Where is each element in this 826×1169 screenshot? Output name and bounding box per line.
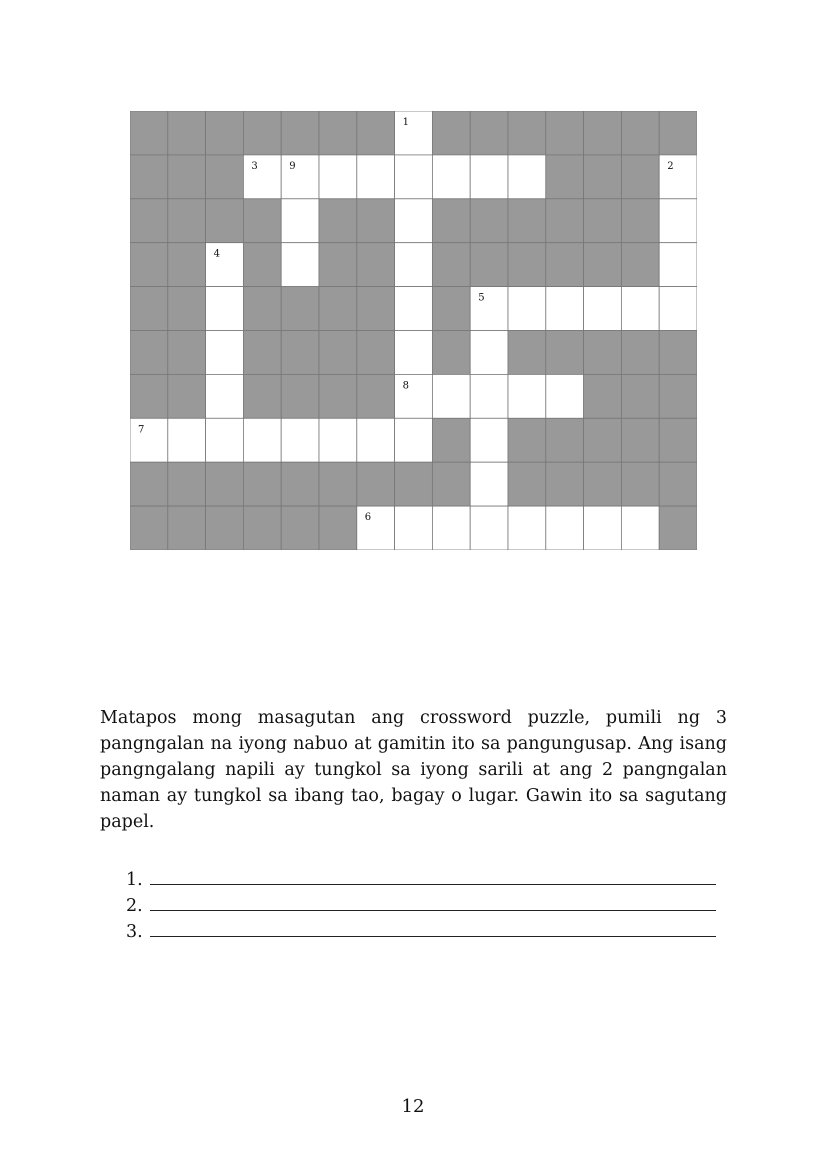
blocked-cell <box>546 111 584 155</box>
blocked-cell <box>584 199 622 243</box>
blocked-cell <box>508 418 546 462</box>
blocked-cell <box>243 243 281 287</box>
answer-cell[interactable] <box>281 155 319 199</box>
blocked-cell <box>659 506 697 550</box>
clue-number: 6 <box>364 512 372 524</box>
blocked-cell <box>621 418 659 462</box>
blocked-cell <box>243 331 281 375</box>
clue-number: 2 <box>667 160 674 172</box>
clue-number: 1 <box>402 117 409 128</box>
blocked-cell <box>243 506 281 550</box>
answer-cell[interactable] <box>395 331 433 375</box>
blocked-cell <box>130 155 168 199</box>
blocked-cell <box>659 111 697 155</box>
blocked-cell <box>508 199 546 243</box>
blocked-cell <box>281 331 319 375</box>
answer-cell[interactable] <box>470 506 508 550</box>
answer-cell[interactable] <box>243 418 281 462</box>
blocked-cell <box>470 111 508 155</box>
answer-cell[interactable] <box>470 462 508 506</box>
blocked-cell <box>395 462 433 506</box>
answer-cell[interactable] <box>432 155 470 199</box>
answer-cell[interactable] <box>508 374 546 418</box>
answer-cell[interactable] <box>659 287 697 331</box>
answer-cell[interactable] <box>319 155 357 199</box>
blocked-cell <box>432 199 470 243</box>
blocked-cell <box>319 199 357 243</box>
blocked-cell <box>659 331 697 375</box>
blocked-cell <box>621 243 659 287</box>
blocked-cell <box>621 462 659 506</box>
answer-line[interactable] <box>126 866 716 892</box>
answer-cell[interactable] <box>546 506 584 550</box>
answer-cell[interactable] <box>395 374 433 418</box>
answer-cell[interactable] <box>168 418 206 462</box>
answer-cell[interactable] <box>470 374 508 418</box>
answer-cell[interactable] <box>470 418 508 462</box>
blocked-cell <box>168 199 206 243</box>
blocked-cell <box>470 243 508 287</box>
answer-cell[interactable] <box>508 506 546 550</box>
answer-cell[interactable] <box>546 287 584 331</box>
blocked-cell <box>357 462 395 506</box>
blocked-cell <box>243 374 281 418</box>
crossword-svg <box>130 111 697 550</box>
clue-number: 5 <box>478 292 485 304</box>
blocked-cell <box>206 155 244 199</box>
clue-number: 4 <box>213 248 220 260</box>
answer-cell[interactable] <box>206 418 244 462</box>
blocked-cell <box>168 243 206 287</box>
blocked-cell <box>168 331 206 375</box>
blocked-cell <box>130 506 168 550</box>
blocked-cell <box>319 462 357 506</box>
answer-cell[interactable] <box>243 155 281 199</box>
blocked-cell <box>546 199 584 243</box>
answer-cell[interactable] <box>395 111 433 155</box>
answer-cell[interactable] <box>281 199 319 243</box>
clue-number: 8 <box>402 380 409 392</box>
blocked-cell <box>243 462 281 506</box>
answer-cell[interactable] <box>395 243 433 287</box>
answer-line-number: 3. <box>126 922 143 942</box>
blocked-cell <box>621 111 659 155</box>
blocked-cell <box>281 111 319 155</box>
blocked-cell <box>206 506 244 550</box>
blocked-cell <box>584 418 622 462</box>
blocked-cell <box>168 462 206 506</box>
blocked-cell <box>243 199 281 243</box>
blocked-cell <box>357 331 395 375</box>
blocked-cell <box>281 506 319 550</box>
answer-cell[interactable] <box>546 374 584 418</box>
answer-cell[interactable] <box>470 155 508 199</box>
blocked-cell <box>319 287 357 331</box>
blocked-cell <box>206 111 244 155</box>
blocked-cell <box>470 199 508 243</box>
blocked-cell <box>243 287 281 331</box>
answer-cell[interactable] <box>584 287 622 331</box>
blocked-cell <box>357 199 395 243</box>
blocked-cell <box>508 243 546 287</box>
blocked-cell <box>659 418 697 462</box>
blocked-cell <box>584 243 622 287</box>
blocked-cell <box>168 111 206 155</box>
blocked-cell <box>621 199 659 243</box>
blocked-cell <box>357 287 395 331</box>
blocked-cell <box>319 506 357 550</box>
answer-cell[interactable] <box>281 243 319 287</box>
clue-number: 3 <box>251 160 258 172</box>
blocked-cell <box>584 331 622 375</box>
answer-cell[interactable] <box>508 287 546 331</box>
blocked-cell <box>130 199 168 243</box>
answer-cell[interactable] <box>206 374 244 418</box>
answer-cell[interactable] <box>584 506 622 550</box>
answer-cell[interactable] <box>621 506 659 550</box>
answer-cell[interactable] <box>659 155 697 199</box>
answer-cell[interactable] <box>470 331 508 375</box>
blocked-cell <box>546 462 584 506</box>
blocked-cell <box>281 462 319 506</box>
blocked-cell <box>621 374 659 418</box>
answer-cell[interactable] <box>659 199 697 243</box>
answer-cell[interactable] <box>357 506 395 550</box>
blocked-cell <box>130 331 168 375</box>
answer-lines <box>126 866 716 944</box>
answer-cell[interactable] <box>432 506 470 550</box>
answer-cell[interactable] <box>281 418 319 462</box>
blocked-cell <box>432 462 470 506</box>
blocked-cell <box>357 374 395 418</box>
instructions-text: Matapos mong masagutan ang crossword puzzle, pumili ng 3 pangngalan na iyong nabuo at gamitin ito sa pangungusap. Ang isang pangngalang napili ay tungkol sa iyong sarili at ang 2 pangngalan naman ay tungkol sa ibang tao, bagay o lugar. Gawin ito sa sagutang papel. <box>100 708 727 832</box>
blocked-cell <box>546 418 584 462</box>
blocked-cell <box>621 331 659 375</box>
blocked-cell <box>546 331 584 375</box>
answer-cell[interactable] <box>357 418 395 462</box>
blocked-cell <box>508 331 546 375</box>
blocked-cell <box>168 287 206 331</box>
blocked-cell <box>319 243 357 287</box>
answer-blank[interactable] <box>150 866 716 885</box>
answer-cell[interactable] <box>206 243 244 287</box>
blocked-cell <box>584 155 622 199</box>
blocked-cell <box>508 111 546 155</box>
blocked-cell <box>584 462 622 506</box>
answer-cell[interactable] <box>621 287 659 331</box>
blocked-cell <box>357 111 395 155</box>
blocked-cell <box>130 462 168 506</box>
blocked-cell <box>206 199 244 243</box>
blocked-cell <box>281 374 319 418</box>
blocked-cell <box>584 374 622 418</box>
blocked-cell <box>432 287 470 331</box>
blocked-cell <box>281 287 319 331</box>
answer-cell[interactable] <box>432 374 470 418</box>
blocked-cell <box>621 155 659 199</box>
blocked-cell <box>168 506 206 550</box>
answer-cell[interactable] <box>395 155 433 199</box>
blocked-cell <box>432 243 470 287</box>
blocked-cell <box>130 111 168 155</box>
answer-line-number: 2. <box>126 896 143 916</box>
answer-blank[interactable] <box>150 918 716 937</box>
blocked-cell <box>357 243 395 287</box>
blocked-cell <box>168 155 206 199</box>
blocked-cell <box>546 155 584 199</box>
answer-line-number: 1. <box>126 870 143 890</box>
answer-cell[interactable] <box>395 418 433 462</box>
blocked-cell <box>432 331 470 375</box>
answer-line[interactable] <box>126 892 716 918</box>
blocked-cell <box>168 374 206 418</box>
blocked-cell <box>659 462 697 506</box>
blocked-cell <box>206 462 244 506</box>
answer-cell[interactable] <box>508 155 546 199</box>
answer-blank[interactable] <box>150 892 716 911</box>
answer-line[interactable] <box>126 918 716 944</box>
answer-cell[interactable] <box>395 287 433 331</box>
blocked-cell <box>546 243 584 287</box>
clue-number: 9 <box>289 160 296 172</box>
answer-cell[interactable] <box>659 243 697 287</box>
answer-cell[interactable] <box>395 199 433 243</box>
answer-cell[interactable] <box>206 331 244 375</box>
page-number: 12 <box>401 1096 425 1117</box>
answer-cell[interactable] <box>206 287 244 331</box>
blocked-cell <box>319 111 357 155</box>
answer-cell[interactable] <box>395 506 433 550</box>
answer-cell[interactable] <box>130 418 168 462</box>
blocked-cell <box>130 374 168 418</box>
blocked-cell <box>319 374 357 418</box>
answer-cell[interactable] <box>357 155 395 199</box>
blocked-cell <box>659 374 697 418</box>
crossword-grid <box>130 111 697 550</box>
blocked-cell <box>584 111 622 155</box>
blocked-cell <box>508 462 546 506</box>
answer-cell[interactable] <box>319 418 357 462</box>
blocked-cell <box>130 243 168 287</box>
blocked-cell <box>432 418 470 462</box>
blocked-cell <box>243 111 281 155</box>
answer-cell[interactable] <box>470 287 508 331</box>
blocked-cell <box>432 111 470 155</box>
blocked-cell <box>130 287 168 331</box>
blocked-cell <box>319 331 357 375</box>
clue-number: 7 <box>138 424 145 436</box>
